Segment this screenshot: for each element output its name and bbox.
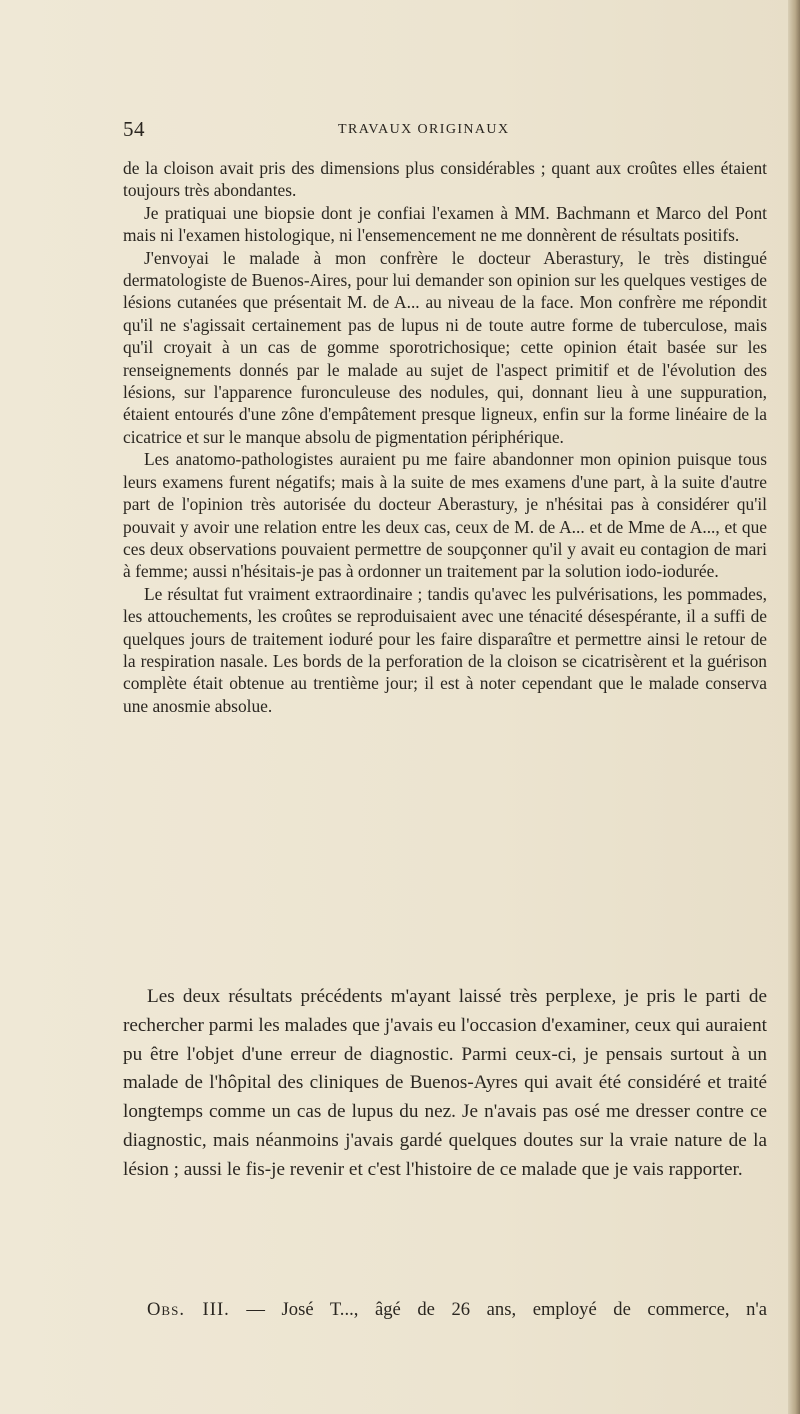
paragraph-2: Je pratiquai une biopsie dont je confiai l'examen à MM. Bachmann et Marco del Pont mais ni l'examen histologique, ni l'ensemencement ne me donnèrent de résultats positifs. [123, 202, 767, 246]
observation-label: Obs. III. [147, 1299, 230, 1320]
body-text-section-2 [123, 983, 767, 1185]
observation-text: — José T..., âgé de 26 ans, employé de commerce, n'a [229, 1299, 767, 1320]
page-edge [788, 0, 800, 1414]
running-head: TRAVAUX ORIGINAUX [338, 122, 510, 137]
page-header [123, 117, 767, 143]
paragraph-3: J'envoyai le malade à mon confrère le docteur Aberastury, le très distingué dermatologiste de Buenos-Aires, pour lui demander son opinion sur les quelques vestiges de lésions cutanées que présentait M. de A... au niveau de la face. Mon confrère me répondit qu'il ne s'agissait certainement pas de lupus ni de toute autre forme de tuberculose, mais qu'il croyait à un cas de gomme sporotrichosique; cette opinion était basée sur les renseignements donnés par le malade au sujet de l'aspect primitif et de l'évolution des lésions, sur l'apparence furonculeuse des nodules, qui, donnant lieu à une suppuration, étaient entourés d'une zône d'empâtement presque ligneux, enfin sur la forme linéaire de la cicatrice et sur le manque absolu de pigmentation périphérique. [123, 247, 767, 447]
observation-line [147, 1297, 767, 1323]
paragraph-1: de la cloison avait pris des dimensions plus considérables ; quant aux croûtes elles étaient toujours très abondantes. [123, 158, 767, 201]
paragraph-5: Le résultat fut vraiment extraordinaire ; tandis qu'avec les pulvérisations, les pommades, les attouchements, les croûtes se reproduisaient avec une ténacité désespérante, il a suffi de quelques jours de traitement ioduré pour les faire disparaître et permettre ainsi le retour de la respiration nasale. Les bords de la perforation de la cloison se cicatrisèrent et la guérison complète était obtenue au trentième jour; il est à noter cependant que le malade conserva une anosmie absolue. [123, 583, 767, 716]
paragraph-6: Les deux résultats précédents m'ayant laissé très perplexe, je pris le parti de rechercher parmi les malades que j'avais eu l'occasion d'examiner, ceux qui auraient pu être l'objet d'une erreur de diagnostic. Parmi ceux-ci, je pensais surtout à un malade de l'hôpital des cliniques de Buenos-Ayres qui avait été considéré et traité longtemps comme un cas de lupus du nez. Je n'avais pas osé me dresser contre ce diagnostic, mais néanmoins j'avais gardé quelques doutes sur la vraie nature de la lésion ; aussi le fis-je revenir et c'est l'histoire de ce malade que je vais rapporter. [123, 986, 767, 1180]
paragraph-4: Les anatomo-pathologistes auraient pu me faire abandonner mon opinion puisque tous leurs examens furent négatifs; mais à la suite de mes examens d'une part, à la suite d'autre part de l'opinion très autorisée du docteur Aberastury, je n'hésitai pas à considérer qu'il pouvait y avoir une relation entre les deux cas, ceux de M. de A... et de Mme de A..., et que ces deux observations pouvaient permettre de soupçonner qu'il y avait eu contagion de mari à femme; aussi n'hésitais-je pas à ordonner un traitement par la solution iodo-iodurée. [123, 449, 767, 582]
body-text-section-1 [123, 157, 767, 717]
page-number: 54 [123, 117, 145, 141]
